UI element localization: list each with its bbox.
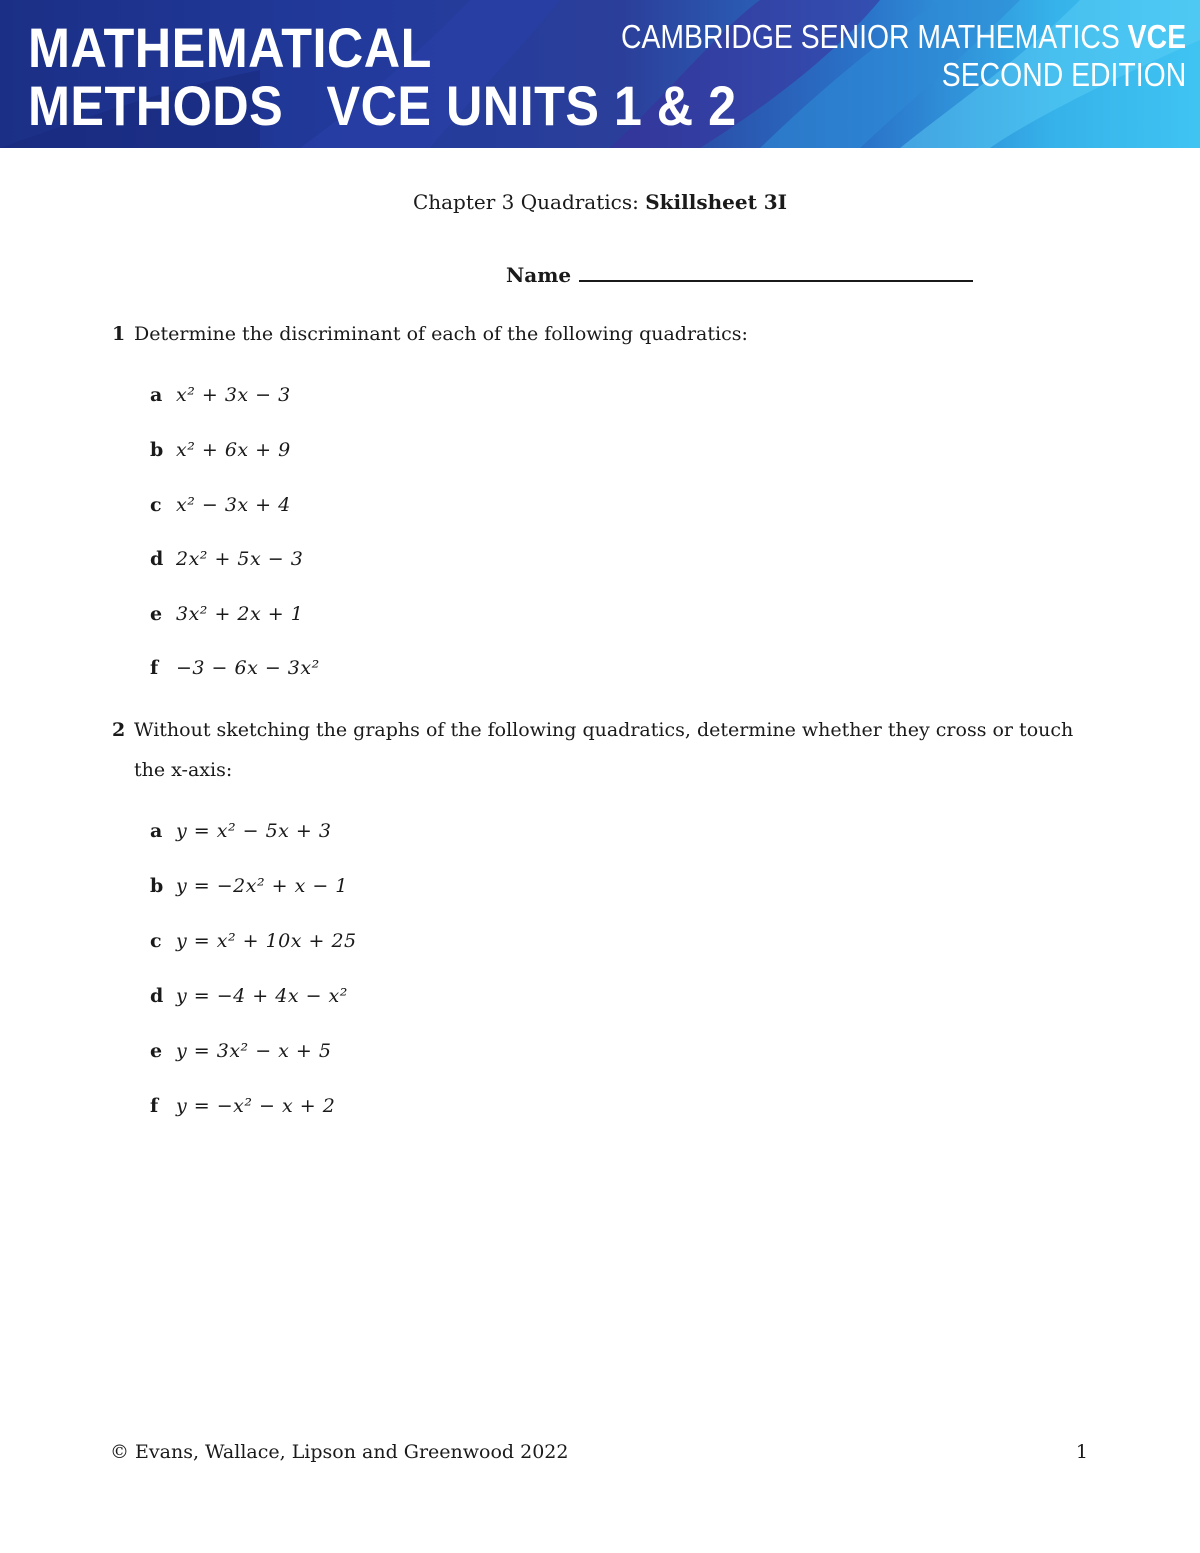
name-field: [506, 262, 973, 287]
series-bold: VCE: [1127, 18, 1186, 55]
part-label: a: [150, 384, 163, 406]
name-label: Name: [506, 263, 572, 287]
question-text: Determine the discriminant of each of the following quadratics:: [134, 323, 748, 345]
series-prefix: CAMBRIDGE SENIOR MATHEMATICS: [620, 18, 1128, 55]
question-number: 1: [112, 323, 126, 345]
part-label: c: [150, 494, 162, 516]
question-1-part-e: [150, 603, 303, 625]
part-label: d: [150, 985, 164, 1007]
question-2-part-a: [150, 820, 331, 842]
question-1-part-b: [150, 439, 291, 461]
part-expression: 3x² + 2x + 1: [176, 603, 304, 625]
question-1: [112, 314, 1102, 354]
part-expression: y = 3x² − x + 5: [176, 1040, 332, 1062]
book-title-line2: METHODS VCE UNITS 1 & 2: [28, 74, 737, 137]
part-label: e: [150, 603, 163, 625]
question-2-part-c: [150, 930, 357, 952]
part-label: f: [150, 1095, 159, 1117]
part-expression: y = −2x² + x − 1: [176, 875, 348, 897]
edition-label: SECOND EDITION: [941, 56, 1186, 93]
question-2-part-e: [150, 1040, 331, 1062]
part-expression: y = −x² − x + 2: [176, 1095, 336, 1117]
question-text-line2: the x-axis:: [134, 759, 233, 781]
part-expression: −3 − 6x − 3x²: [176, 657, 320, 679]
part-label: c: [150, 930, 162, 952]
header-banner: [0, 0, 1200, 148]
question-2: [112, 710, 1102, 790]
question-1-part-f: [150, 657, 320, 679]
question-number: 2: [112, 719, 126, 741]
part-label: e: [150, 1040, 163, 1062]
part-expression: y = x² − 5x + 3: [176, 820, 332, 842]
copyright-notice: © Evans, Wallace, Lipson and Greenwood 2022: [110, 1441, 569, 1463]
book-title-line1: MATHEMATICAL: [28, 16, 432, 79]
part-label: a: [150, 820, 163, 842]
part-expression: x² + 3x − 3: [176, 384, 291, 406]
heading-prefix: Chapter 3 Quadratics:: [412, 190, 646, 214]
question-2-part-b: [150, 875, 348, 897]
page-title: [0, 190, 1200, 214]
question-1-part-a: [150, 384, 291, 406]
part-label: d: [150, 548, 164, 570]
part-expression: x² + 6x + 9: [176, 439, 291, 461]
question-1-part-c: [150, 494, 291, 516]
question-2-part-f: [150, 1095, 335, 1117]
heading-skillsheet: Skillsheet 3I: [645, 190, 788, 214]
name-blank-line: [579, 262, 973, 282]
part-label: b: [150, 875, 164, 897]
question-1-part-d: [150, 548, 303, 570]
question-text-line1: Without sketching the graphs of the following quadratics, determine whether they cross or touch: [134, 719, 1074, 741]
part-expression: x² − 3x + 4: [176, 494, 291, 516]
part-expression: y = x² + 10x + 25: [176, 930, 357, 952]
part-expression: 2x² + 5x − 3: [176, 548, 304, 570]
part-expression: y = −4 + 4x − x²: [176, 985, 348, 1007]
question-2-part-d: [150, 985, 348, 1007]
series-name: [621, 20, 1186, 53]
page-number: 1: [1075, 1441, 1088, 1463]
part-label: f: [150, 657, 159, 679]
part-label: b: [150, 439, 164, 461]
